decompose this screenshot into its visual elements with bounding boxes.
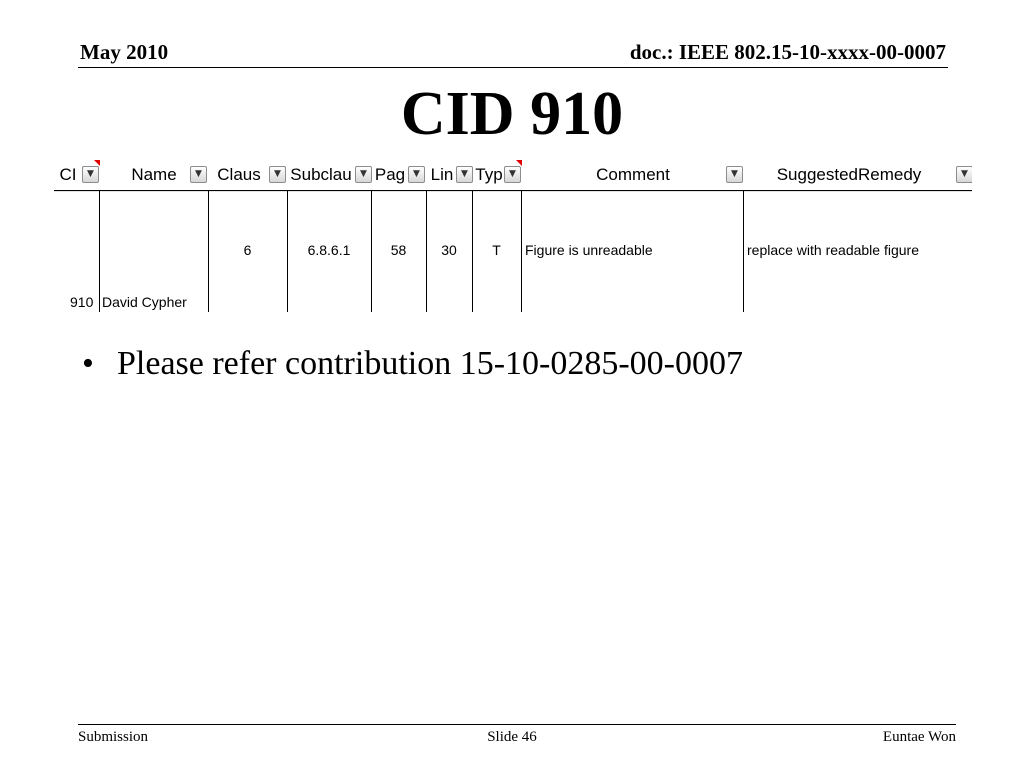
column-header-comment: Comment	[596, 165, 670, 184]
footer-submission: Submission	[78, 729, 149, 745]
cell-cid: 910	[70, 294, 94, 310]
cell-subclause: 6.8.6.1	[307, 242, 351, 258]
comment-indicator-icon	[94, 160, 100, 166]
footer-slide-number: Slide 46	[487, 729, 537, 745]
column-header-clause: Claus	[217, 165, 261, 184]
cell-suggested-remedy: replace with readable figure	[747, 242, 919, 258]
dropdown-arrow-icon[interactable]: ▼	[456, 166, 473, 183]
dropdown-arrow-icon[interactable]: ▼	[726, 166, 743, 183]
bullet-icon: •	[82, 345, 94, 382]
dropdown-arrow-icon[interactable]: ▼	[956, 166, 972, 183]
column-header-name: Name	[131, 165, 177, 184]
column-header-cid: CI	[59, 165, 77, 184]
slide-title: CID 910	[400, 80, 624, 148]
dropdown-arrow-icon[interactable]: ▼	[190, 166, 207, 183]
cell-clause: 6	[243, 242, 252, 258]
row-gridline	[54, 191, 972, 192]
cell-type: T	[492, 242, 501, 258]
comment-spreadsheet	[54, 160, 972, 312]
dropdown-arrow-icon[interactable]: ▼	[269, 166, 286, 183]
filter-icon[interactable]: ▼	[504, 166, 521, 183]
cell-name: David Cypher	[102, 294, 187, 310]
column-divider	[521, 191, 522, 312]
column-header-subclause: Subclau	[290, 165, 352, 184]
header-doc-id: doc.: IEEE 802.15-10-xxxx-00-0007	[629, 40, 946, 64]
header-divider	[78, 67, 948, 68]
header-date: May 2010	[80, 40, 169, 64]
footer-divider	[78, 724, 956, 725]
cell-comment: Figure is unreadable	[525, 242, 653, 258]
dropdown-arrow-icon[interactable]: ▼	[408, 166, 425, 183]
column-header-line: Lin	[430, 165, 454, 184]
dropdown-arrow-icon[interactable]: ▼	[355, 166, 372, 183]
cell-page: 58	[390, 242, 407, 258]
dropdown-arrow-icon[interactable]: ▼	[82, 166, 99, 183]
column-header-suggested-remedy: SuggestedRemedy	[776, 165, 922, 184]
cell-line: 30	[441, 242, 457, 258]
column-header-page: Pag	[374, 165, 406, 184]
column-divider	[99, 191, 100, 312]
comment-indicator-icon	[516, 160, 522, 166]
column-divider	[743, 191, 744, 312]
bullet-text: Please refer contribution 15-10-0285-00-0007	[117, 345, 743, 382]
column-header-type: Typ	[475, 165, 503, 184]
footer-author: Euntae Won	[882, 729, 956, 745]
